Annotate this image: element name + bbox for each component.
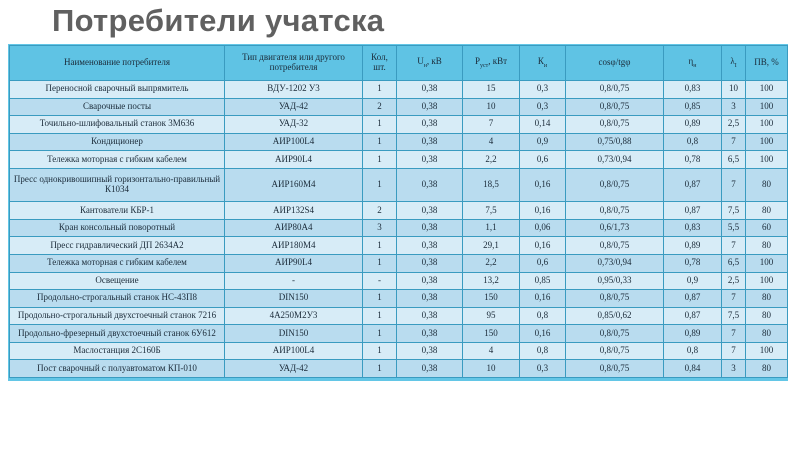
cell-cos-tg: 0,95/0,33 (566, 272, 664, 290)
cell-usage-factor: 0,16 (520, 202, 566, 220)
cell-usage-factor: 0,8 (520, 342, 566, 360)
table-row (10, 98, 788, 116)
cell-cos-tg: 0,6/1,73 (566, 219, 664, 237)
cell-power: 1,1 (463, 219, 520, 237)
cell-duty-cycle: 80 (746, 307, 788, 325)
table-row (10, 342, 788, 360)
cell-lambda: 3 (722, 98, 746, 116)
cell-name: Точильно-шлифовальный станок 3М636 (10, 116, 225, 134)
cell-power: 2,2 (463, 151, 520, 169)
table-row (10, 133, 788, 151)
cell-lambda: 7 (722, 133, 746, 151)
cell-voltage: 0,38 (397, 98, 463, 116)
consumers-table (9, 45, 788, 378)
cell-power: 150 (463, 290, 520, 308)
cell-power: 4 (463, 342, 520, 360)
cell-voltage: 0,38 (397, 133, 463, 151)
cell-voltage: 0,38 (397, 272, 463, 290)
cell-type: АИР90L4 (225, 255, 363, 273)
cell-efficiency: 0,87 (664, 202, 722, 220)
cell-qty: 1 (363, 255, 397, 273)
cell-efficiency: 0,87 (664, 307, 722, 325)
cell-qty: 1 (363, 81, 397, 99)
cell-usage-factor: 0,3 (520, 98, 566, 116)
cell-usage-factor: 0,14 (520, 116, 566, 134)
cell-power: 18,5 (463, 168, 520, 202)
cell-name: Переносной сварочный выпрямитель (10, 81, 225, 99)
cell-name: Кондиционер (10, 133, 225, 151)
cell-voltage: 0,38 (397, 219, 463, 237)
cell-voltage: 0,38 (397, 342, 463, 360)
cell-lambda: 10 (722, 81, 746, 99)
cell-efficiency: 0,89 (664, 325, 722, 343)
table-row (10, 116, 788, 134)
cell-efficiency: 0,9 (664, 272, 722, 290)
cell-power: 7,5 (463, 202, 520, 220)
cell-voltage: 0,38 (397, 202, 463, 220)
table-row (10, 255, 788, 273)
table-row (10, 307, 788, 325)
cell-qty: 1 (363, 133, 397, 151)
cell-voltage: 0,38 (397, 168, 463, 202)
cell-cos-tg: 0,8/0,75 (566, 325, 664, 343)
cell-duty-cycle: 80 (746, 290, 788, 308)
cell-efficiency: 0,78 (664, 151, 722, 169)
cell-efficiency: 0,87 (664, 290, 722, 308)
cell-name: Продольно-строгальный станок НС-43П8 (10, 290, 225, 308)
cell-duty-cycle: 100 (746, 272, 788, 290)
cell-usage-factor: 0,16 (520, 237, 566, 255)
cell-name: Тележка моторная с гибким кабелем (10, 151, 225, 169)
cell-cos-tg: 0,8/0,75 (566, 202, 664, 220)
cell-type: 4А250М2У3 (225, 307, 363, 325)
cell-power: 150 (463, 325, 520, 343)
cell-type: DIN150 (225, 290, 363, 308)
table-row (10, 219, 788, 237)
cell-type: АИР100L4 (225, 133, 363, 151)
cell-name: Освещение (10, 272, 225, 290)
cell-lambda: 6,5 (722, 151, 746, 169)
cell-power: 15 (463, 81, 520, 99)
cell-lambda: 6,5 (722, 255, 746, 273)
cell-type: DIN150 (225, 325, 363, 343)
cell-efficiency: 0,89 (664, 237, 722, 255)
header-usage-factor: $К_и$ (520, 46, 566, 81)
cell-power: 7 (463, 116, 520, 134)
cell-usage-factor: 0,06 (520, 219, 566, 237)
cell-power: 29,1 (463, 237, 520, 255)
cell-voltage: 0,38 (397, 325, 463, 343)
cell-type: АИР160М4 (225, 168, 363, 202)
cell-cos-tg: 0,85/0,62 (566, 307, 664, 325)
cell-name: Кантователи КБР-1 (10, 202, 225, 220)
cell-usage-factor: 0,16 (520, 325, 566, 343)
cell-qty: - (363, 272, 397, 290)
cell-qty: 2 (363, 202, 397, 220)
cell-usage-factor: 0,16 (520, 168, 566, 202)
cell-cos-tg: 0,8/0,75 (566, 290, 664, 308)
cell-type: - (225, 272, 363, 290)
cell-qty: 1 (363, 342, 397, 360)
cell-qty: 1 (363, 307, 397, 325)
header-power: $P_{уст}$, кВт (463, 46, 520, 81)
table-row (10, 151, 788, 169)
cell-qty: 1 (363, 290, 397, 308)
cell-cos-tg: 0,8/0,75 (566, 98, 664, 116)
cell-efficiency: 0,87 (664, 168, 722, 202)
table-row (10, 168, 788, 202)
cell-qty: 1 (363, 360, 397, 378)
cell-duty-cycle: 80 (746, 325, 788, 343)
cell-efficiency: 0,78 (664, 255, 722, 273)
cell-name: Кран консольный поворотный (10, 219, 225, 237)
cell-type: АИР80А4 (225, 219, 363, 237)
cell-cos-tg: 0,8/0,75 (566, 81, 664, 99)
header-type: Тип двигателя или другого потребителя (225, 46, 363, 81)
cell-name: Тележка моторная с гибким кабелем (10, 255, 225, 273)
cell-cos-tg: 0,8/0,75 (566, 237, 664, 255)
cell-usage-factor: 0,6 (520, 255, 566, 273)
header-duty-cycle: ПВ, % (746, 46, 788, 81)
cell-efficiency: 0,8 (664, 342, 722, 360)
cell-lambda: 7 (722, 325, 746, 343)
table-row (10, 81, 788, 99)
cell-power: 10 (463, 98, 520, 116)
cell-name: Продольно-строгальный двухстоечный станок 7216 (10, 307, 225, 325)
table-row (10, 360, 788, 378)
cell-qty: 1 (363, 237, 397, 255)
cell-usage-factor: 0,85 (520, 272, 566, 290)
cell-name: Продольно-фрезерный двухстоечный станок 6У612 (10, 325, 225, 343)
cell-power: 2,2 (463, 255, 520, 273)
header-qty: Кол, шт. (363, 46, 397, 81)
cell-usage-factor: 0,3 (520, 81, 566, 99)
cell-qty: 1 (363, 151, 397, 169)
cell-cos-tg: 0,8/0,75 (566, 168, 664, 202)
cell-qty: 1 (363, 168, 397, 202)
cell-qty: 1 (363, 116, 397, 134)
cell-efficiency: 0,89 (664, 116, 722, 134)
cell-type: УАД-42 (225, 360, 363, 378)
header-name: Наименование потребителя (10, 46, 225, 81)
cell-duty-cycle: 100 (746, 151, 788, 169)
cell-name: Пресс гидравлический ДП 2634А2 (10, 237, 225, 255)
cell-efficiency: 0,83 (664, 219, 722, 237)
cell-name: Пресс однокривошипный горизонтально-правильный К1034 (10, 168, 225, 202)
cell-efficiency: 0,8 (664, 133, 722, 151)
cell-voltage: 0,38 (397, 255, 463, 273)
cell-duty-cycle: 100 (746, 342, 788, 360)
cell-efficiency: 0,83 (664, 81, 722, 99)
cell-duty-cycle: 100 (746, 133, 788, 151)
cell-lambda: 7 (722, 237, 746, 255)
cell-voltage: 0,38 (397, 290, 463, 308)
cell-duty-cycle: 100 (746, 255, 788, 273)
cell-usage-factor: 0,3 (520, 360, 566, 378)
cell-voltage: 0,38 (397, 116, 463, 134)
cell-type: АИР132S4 (225, 202, 363, 220)
cell-power: 95 (463, 307, 520, 325)
cell-voltage: 0,38 (397, 81, 463, 99)
cell-type: АИР90L4 (225, 151, 363, 169)
cell-name: Пост сварочный с полуавтоматом КП-010 (10, 360, 225, 378)
cell-name: Сварочные посты (10, 98, 225, 116)
header-voltage: $U_н$, кВ (397, 46, 463, 81)
cell-cos-tg: 0,75/0,88 (566, 133, 664, 151)
cell-usage-factor: 0,6 (520, 151, 566, 169)
table-row (10, 272, 788, 290)
cell-cos-tg: 0,8/0,75 (566, 342, 664, 360)
cell-cos-tg: 0,8/0,75 (566, 116, 664, 134)
cell-voltage: 0,38 (397, 307, 463, 325)
table-row (10, 237, 788, 255)
cell-power: 4 (463, 133, 520, 151)
table-header-row (10, 46, 788, 81)
cell-usage-factor: 0,8 (520, 307, 566, 325)
cell-lambda: 7 (722, 290, 746, 308)
cell-duty-cycle: 100 (746, 116, 788, 134)
table-row (10, 325, 788, 343)
cell-lambda: 7 (722, 342, 746, 360)
cell-lambda: 7,5 (722, 307, 746, 325)
cell-lambda: 7 (722, 168, 746, 202)
header-efficiency: $\eta_н$ (664, 46, 722, 81)
cell-cos-tg: 0,8/0,75 (566, 360, 664, 378)
cell-efficiency: 0,84 (664, 360, 722, 378)
cell-cos-tg: 0,73/0,94 (566, 255, 664, 273)
cell-type: АИР180М4 (225, 237, 363, 255)
consumers-table-container (8, 44, 788, 381)
cell-duty-cycle: 100 (746, 81, 788, 99)
cell-qty: 2 (363, 98, 397, 116)
cell-duty-cycle: 80 (746, 237, 788, 255)
cell-type: ВДУ-1202 У3 (225, 81, 363, 99)
cell-lambda: 2,5 (722, 272, 746, 290)
header-cos-tg: cosφ/tgφ (566, 46, 664, 81)
cell-efficiency: 0,85 (664, 98, 722, 116)
cell-type: АИР100L4 (225, 342, 363, 360)
cell-type: УАД-42 (225, 98, 363, 116)
cell-lambda: 3 (722, 360, 746, 378)
table-row (10, 290, 788, 308)
header-lambda: $\lambda_I$ (722, 46, 746, 81)
slide-title: Потребители учатска (52, 3, 385, 38)
cell-name: Маслостанция 2С160Б (10, 342, 225, 360)
cell-duty-cycle: 80 (746, 360, 788, 378)
cell-duty-cycle: 80 (746, 202, 788, 220)
cell-qty: 1 (363, 325, 397, 343)
cell-qty: 3 (363, 219, 397, 237)
cell-power: 13,2 (463, 272, 520, 290)
cell-duty-cycle: 80 (746, 168, 788, 202)
cell-duty-cycle: 60 (746, 219, 788, 237)
cell-lambda: 5,5 (722, 219, 746, 237)
cell-type: УАД-32 (225, 116, 363, 134)
cell-usage-factor: 0,16 (520, 290, 566, 308)
table-row (10, 202, 788, 220)
cell-lambda: 2,5 (722, 116, 746, 134)
cell-lambda: 7,5 (722, 202, 746, 220)
cell-voltage: 0,38 (397, 151, 463, 169)
cell-power: 10 (463, 360, 520, 378)
cell-voltage: 0,38 (397, 360, 463, 378)
cell-usage-factor: 0,9 (520, 133, 566, 151)
cell-duty-cycle: 100 (746, 98, 788, 116)
cell-voltage: 0,38 (397, 237, 463, 255)
cell-cos-tg: 0,73/0,94 (566, 151, 664, 169)
